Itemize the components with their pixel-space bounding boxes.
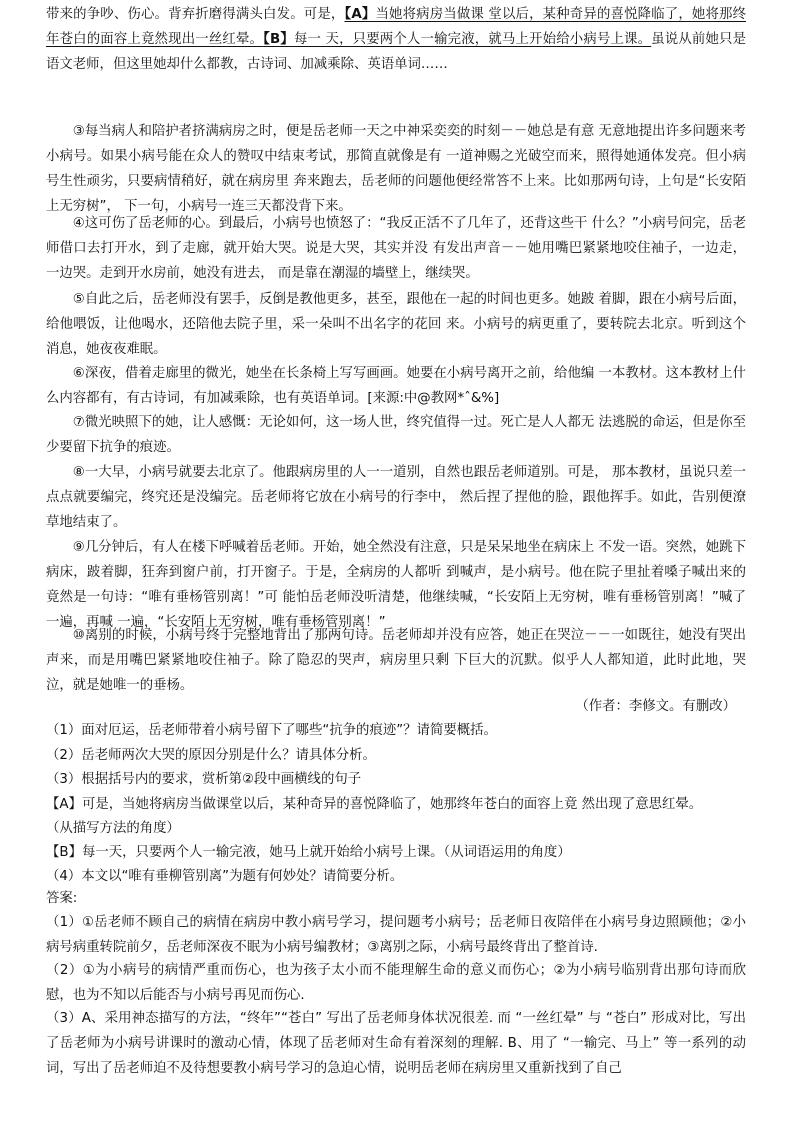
question-3a: 【A】可是，当她将病房当做课堂以后，某种奇异的喜悦降临了，她那终年苍白的面容上竟 然出现了意思红晕。: [46, 797, 703, 812]
article-paragraph-10: ⑩离别的时候，小病号终于完整地背出了那两句诗。岳老师却并没有应答，她正在哭泣－－一如既往，她没有哭出声来，而是用嘴巴紧紧地咬住袖子。除了隐忍的哭声，病房里只剩 下巨大的沉默。似乎人人都知道，此时此地，哭泣，就是她唯一的垂杨。: [46, 628, 746, 693]
question-4: （4）本文以“唯有垂柳管别离”为题有何妙处？请简要分析。: [46, 869, 404, 884]
article-paragraph-7: ⑦微光映照下的她，让人感慨：无论如何，这一场人世，终究值得一过。死亡是人人都无 法逃脱的命运，但是你至少要留下抗争的痕迹。: [46, 415, 746, 455]
question-3b: 【B】每一天，只要两个人一输完液，她马上就开始给小病号上课。（从词语运用的角度）: [46, 845, 571, 860]
answers-label: 答案:: [46, 891, 78, 906]
article-paragraph-9: ⑨几分钟后，有人在楼下呼喊着岳老师。开始，她全然没有注意，只是呆呆地坐在病床上 不发一语。突然，她跳下病床，跛着脚，狂奔到窗户前，打开窗子。于是，全病房的人都听 到喊声，是小病号。他在院子里扯着嗓子喊出来的竟然是一句诗：“唯有垂杨管别离！”可 能怕岳老师没听清楚，他继续喊，“长安陌上无穷树，唯有垂杨管别离！”喊了一遍，再喊 一遍，“长安陌上无穷树，唯有垂杨管别离！”: [46, 540, 746, 630]
article-paragraph-2: [46, 2, 746, 77]
article-paragraph-8: ⑧一大早，小病号就要去北京了。他跟病房里的人一一道别，自然也跟岳老师道别。可是， 那本教材，虽说只差一点点就要编完，终究还是没编完。岳老师将它放在小病号的行李中， 然后捏了捏他的脸，跟他挥手。如此，告别便潦草地结束了。: [46, 465, 746, 530]
underlined-sentence-b: 每一 天，只要两个人一输完液，就马上开始给小病号上课。: [293, 32, 652, 47]
question-3a-hint: （从描写方法的角度）: [46, 821, 180, 836]
question-2: （2）岳老师两次大哭的原因分别是什么？请具体分析。: [46, 748, 376, 763]
question-1: （1）面对厄运，岳老师带着小病号留下了哪些“抗争的痕迹”？请简要概括。: [46, 723, 497, 738]
answer-1: （1）①岳老师不顾自己的病情在病房中教小病号学习，提问题考小病号；岳老师日夜陪伴在小病号身边照顾他；②小病号病重转院前夕，岳老师深夜不眠为小病号编教材；③离别之际，小病号最终背出了整首诗.: [46, 915, 746, 955]
mark-a: 【A】: [344, 7, 376, 22]
answer-3: （3）A、采用神态描写的方法，“终年”“苍白” 写出了岳老师身体状况很差. 而 “一丝红晕” 与 “苍白” 形成对比，写出了岳老师为小病号讲课时的激动心情，体现了岳老师对生命有着深刻的理解. B、用了 “一输完、马上” 等一系列的动词，写出了岳老师迫不及待想要教小病号学习的急迫心情，说明岳老师在病房里又重新找到了自己: [46, 1011, 746, 1076]
mark-b: 【B】: [263, 32, 294, 47]
paragraph-text: 带来的争吵、伤心。背弃折磨得满头白发。可是，: [46, 7, 345, 22]
article-paragraph-4: ④这可伤了岳老师的心。到最后，小病号也愤怒了：“我反正活不了几年了，还背这些干 什么？”小病号问完，岳老师借口去打开水，到了走廊，就开始大哭。说是大哭，其实并没 有发出声音－－她用嘴巴紧紧地咬住袖子，一边走，一边哭。走到开水房前，她没有进去， 而是靠在潮湿的墙壁上，继续哭。: [46, 216, 746, 281]
answer-2: （2）①为小病号的病情严重而伤心，也为孩子太小而不能理解生命的意义而伤心；②为小病号临别背出那句诗而欣慰，也为不知以后能否与小病号再见而伤心.: [46, 963, 746, 1003]
question-3: （3）根据括号内的要求，赏析第②段中画横线的句子: [46, 772, 362, 787]
article-paragraph-5: ⑤自此之后，岳老师没有罢手，反倒是教他更多，甚至，跟他在一起的时间也更多。她跛 着脚，跟在小病号后面，给他喂饭，让他喝水，还陪他去院子里，采一朵叫不出名字的花回 来。小病号的病更重了，要转院去北京。听到这个消息，她夜夜难眠。: [46, 292, 746, 357]
underlined-sentence-a: 当她将病房当做课 堂以后，某种奇异的喜悦降临了，她将那终年苍白的面容上竟然现出一丝红晕。: [46, 7, 747, 47]
paragraph-text: 虽说从前她只是语文老师，但这里她却什么都教，古诗词、加减乘除、英语单词……: [46, 32, 746, 72]
article-paragraph-3: ③每当病人和陪护者挤满病房之时，便是岳老师一天之中神采奕奕的时刻－－她总是有意 无意地提出许多问题来考小病号。如果小病号能在众人的赞叹中结束考试，那简直就像是有 一道神赐之光破空而来，照得她通体发亮。但小病号生性顽劣，只要病情稍好，就在病房里 奔来跑去，岳老师的问题他便经常答不上来。比如那两句诗，上句是“长安陌上无穷树”， 下一句，小病号一连三天都没背下来。: [46, 124, 746, 214]
article-paragraph-6: ⑥深夜，借着走廊里的微光，她坐在长条椅上写写画画。她要在小病号离开之前，给他编 一本教材。这本教材上什么内容都有，有古诗词，有加减乘除，也有英语单词。[来源:中@教网*ˆ&%]: [46, 366, 746, 406]
author-credit: （作者：李修文。有删改）: [575, 699, 736, 714]
